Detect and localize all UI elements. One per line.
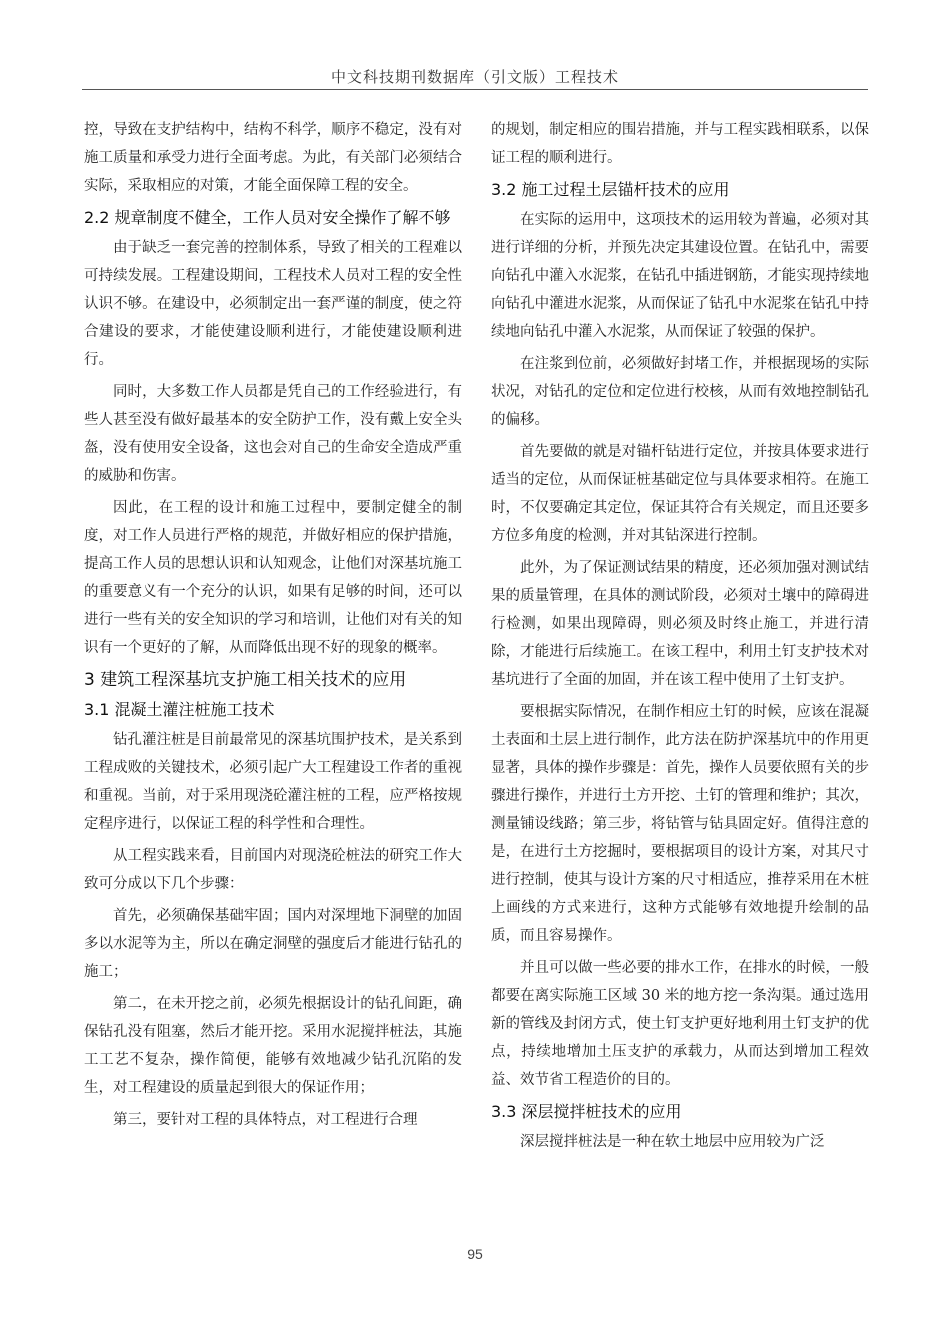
paragraph: 首先要做的就是对锚杆钻进行定位，并按具体要求进行适当的定位，从而保证桩基础定位与具体要求相符。在施工时，不仅要确定其定位，保证其符合有关规定，而且还要多方位多角度的检测，并对其钻深进行控制。 [491, 444, 869, 544]
paragraph: 第三，要针对工程的具体特点，对工程进行合理 [113, 1112, 418, 1128]
paragraph: 因此，在工程的设计和施工过程中，要制定健全的制度，对工作人员进行严格的规范，并做好相应的保护措施，提高工作人员的思想认识和认知观念，让他们对深基坑施工的重要意义有一个充分的认识，如果有足够的时间，还可以进行一些有关的安全知识的学习和培训，让他们对有关的知识有一个更好的了解，从而降低出现不好的现象的概率。 [84, 500, 462, 656]
paragraph: 此外，为了保证测试结果的精度，还必须加强对测试结果的质量管理，在具体的测试阶段，必须对土壤中的障碍进行检测，如果出现障碍，则必须及时终止施工，并进行清除，才能进行后续施工。在该工程中，利用土钉支护技术对基坑进行了全面的加固，并在该工程中使用了土钉支护。 [491, 560, 869, 688]
header-rule [82, 89, 868, 90]
section-heading-2-2: 2.2 规章制度不健全，工作人员对安全操作了解不够 [84, 208, 451, 227]
paragraph: 由于缺乏一套完善的控制体系，导致了相关的工程难以可持续发展。工程建设期间，工程技术人员对工程的安全性认识不够。在建设中，必须制定出一套严谨的制度，使之符合建设的要求，才能使建设顺利进行，才能使建设顺利进行。 [84, 240, 462, 368]
section-heading-3-2: 3.2 施工过程土层锚杆技术的应用 [491, 180, 730, 199]
paragraph: 同时，大多数工作人员都是凭自己的工作经验进行，有些人甚至没有做好最基本的安全防护工作，没有戴上安全头盔，没有使用安全设备，这也会对自己的生命安全造成严重的威胁和伤害。 [84, 384, 462, 484]
paragraph: 控，导致在支护结构中，结构不科学，顺序不稳定，没有对施工质量和承受力进行全面考虑。为此，有关部门必须结合实际，采取相应的对策，才能全面保障工程的安全。 [84, 122, 462, 194]
paragraph: 首先，必须确保基础牢固；国内对深埋地下洞壁的加固多以水泥等为主，所以在确定洞壁的强度后才能进行钻孔的施工； [84, 908, 462, 980]
paragraph: 在实际的运用中，这项技术的运用较为普遍，必须对其进行详细的分析，并预先决定其建设位置。在钻孔中，需要向钻孔中灌入水泥浆，在钻孔中插进钢筋，才能实现持续地向钻孔中灌进水泥浆，从而保证了钻孔中水泥浆在钻孔中持续地向钻孔中灌入水泥浆，从而保证了较强的保护。 [491, 212, 869, 340]
section-heading-3-3: 3.3 深层搅拌桩技术的应用 [491, 1102, 682, 1121]
paragraph: 深层搅拌桩法是一种在软土地层中应用较为广泛 [520, 1134, 825, 1150]
paragraph: 钻孔灌注桩是目前最常见的深基坑围护技术，是关系到工程成败的关键技术，必须引起广大工程建设工作者的重视和重视。当前，对于采用现浇砼灌注桩的工程，应严格按规定程序进行，以保证工程的科学性和合理性。 [84, 732, 462, 832]
paragraph: 在注浆到位前，必须做好封堵工作，并根据现场的实际状况，对钻孔的定位和定位进行校核，从而有效地控制钻孔的偏移。 [491, 356, 869, 428]
running-header: 中文科技期刊数据库（引文版）工程技术 [330, 68, 619, 86]
paragraph: 的规划，制定相应的围岩措施，并与工程实践相联系，以保证工程的顺利进行。 [491, 122, 869, 166]
paragraph: 要根据实际情况，在制作相应土钉的时候，应该在混凝土表面和土层上进行制作，此方法在防护深基坑中的作用更显著，具体的操作步骤是：首先，操作人员要依照有关的步骤进行操作，并进行土方开挖、土钉的管理和维护；其次，测量铺设线路；第三步，将钻管与钻具固定好。值得注意的是，在进行土方挖掘时，要根据项目的设计方案，对其尺寸进行控制，使其与设计方案的尺寸相适应，推荐采用在木桩上画线的方式来进行，这种方式能够有效地提升绘制的品质，而且容易操作。 [491, 704, 869, 944]
section-heading-3-1: 3.1 混凝土灌注桩施工技术 [84, 700, 275, 719]
paragraph: 并且可以做一些必要的排水工作，在排水的时候，一般都要在离实际施工区域 30 米的地方挖一条沟渠。通过选用新的管线及封闭方式，使土钉支护更好地利用土钉支护的优点，持续地增加土压支护的承载力，从而达到增加工程效益、效节省工程造价的目的。 [491, 960, 869, 1088]
left-column [84, 116, 462, 1138]
right-column [491, 116, 869, 1160]
section-heading-3: 3 建筑工程深基坑支护施工相关技术的应用 [84, 670, 407, 690]
page-number: 95 [467, 1246, 483, 1262]
paragraph: 第二，在未开挖之前，必须先根据设计的钻孔间距，确保钻孔没有阻塞，然后才能开挖。采用水泥搅拌桩法，其施工工艺不复杂，操作简便，能够有效地减少钻孔沉陷的发生，对工程建设的质量起到很大的保证作用； [84, 996, 462, 1096]
paragraph: 从工程实践来看，目前国内对现浇砼桩法的研究工作大致可分成以下几个步骤： [84, 848, 462, 892]
